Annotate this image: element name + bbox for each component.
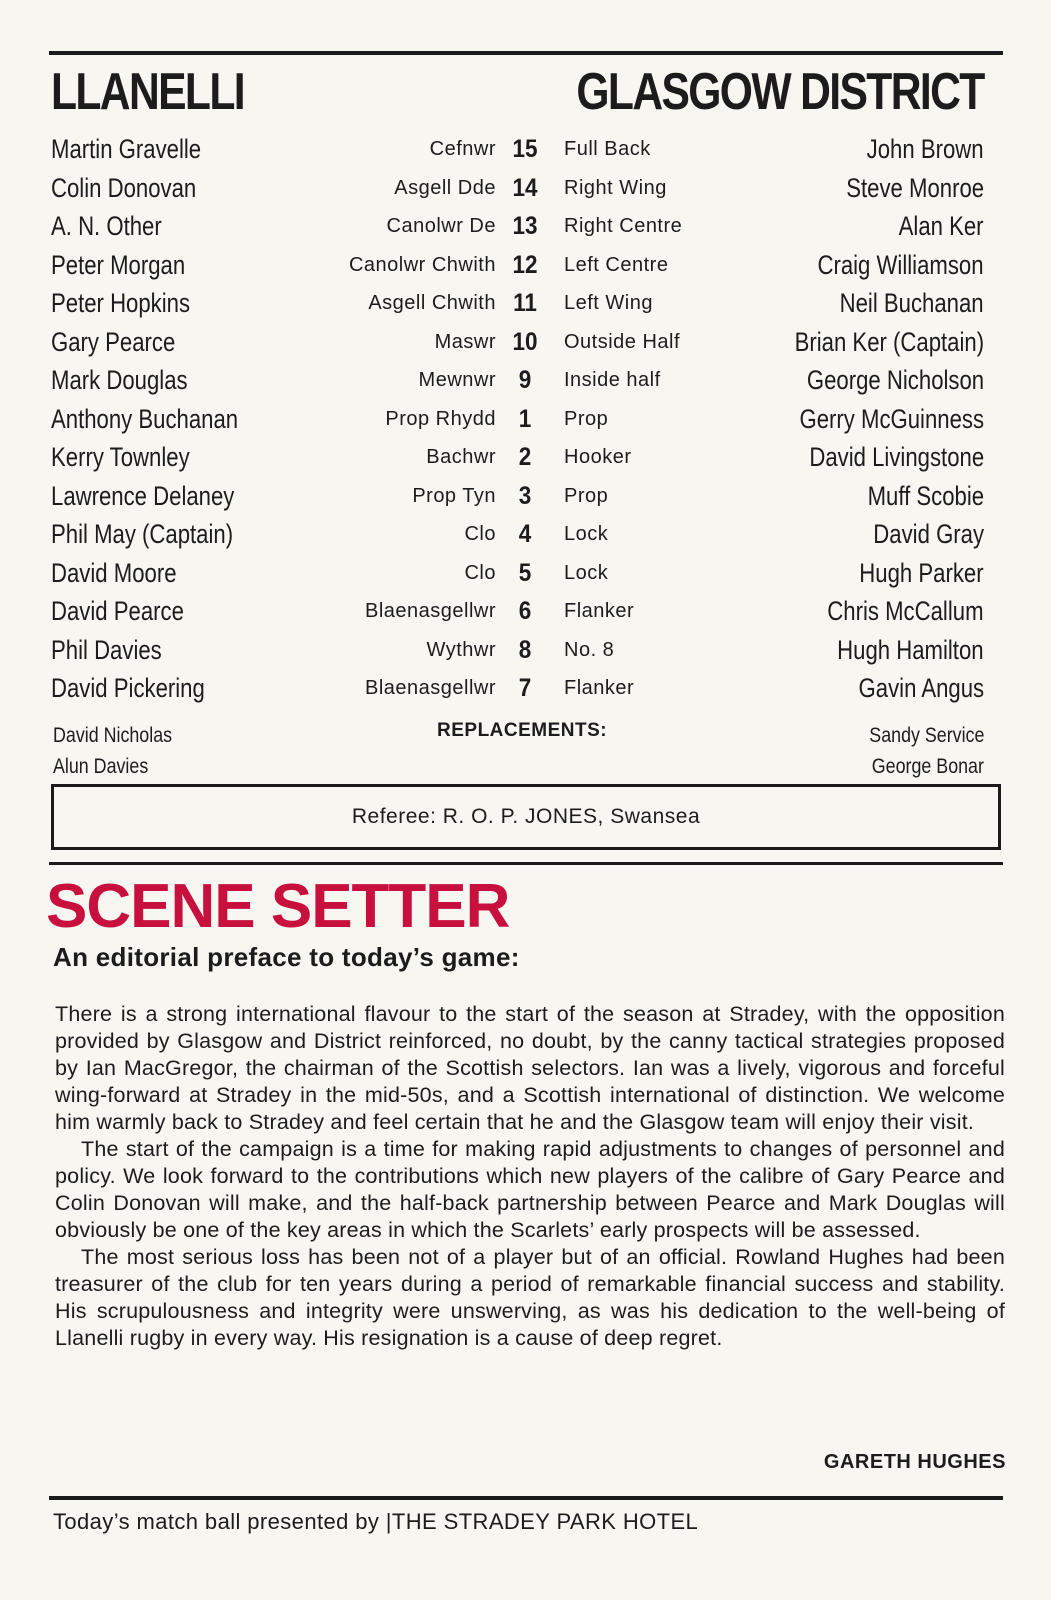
jersey-number: 6 [518,597,532,625]
home-player-name: Peter Morgan [51,249,186,280]
home-player-name: Phil Davies [51,634,162,665]
away-team-title: GLASGOW DISTRICT [576,63,984,121]
welsh-position: Bachwr [426,446,496,468]
welsh-position: Mewnwr [418,369,496,391]
lineup-row [0,438,1051,476]
home-replacement: Alun Davies [53,755,149,778]
english-position: Left Centre [564,253,669,276]
english-position: Hooker [564,446,632,468]
home-player-name: Phil May (Captain) [51,519,234,549]
top-rule [49,51,1003,55]
home-team-title: LLANELLI [51,63,244,121]
home-player-name: David Moore [51,557,177,588]
lineup-row [0,515,1051,553]
editorial-paragraph: There is a strong international flavour to the start of the season at Stradey, with the opposition provided by Glasgow and District reinforced, no doubt, by the canny tactical strategies proposed by Ian MacGregor, the chairman of the Scottish selectors. Ian was a lively, vigorous and forceful wing-forward at Stradey in the mid-50s, and a Scottish international of distinction. We welcome him warmly back to Stradey and feel certain that he and the Glasgow team will enjoy their visit. [55,1002,1005,1134]
lineup-row [0,130,1051,168]
lineup-row [0,284,1051,322]
welsh-position: Wythwr [426,638,496,661]
away-player-name: Craig Williamson [817,249,984,280]
jersey-number: 10 [512,327,538,356]
english-position: Prop [564,407,609,430]
lineup-row [0,169,1051,207]
lineup-row [0,246,1051,284]
home-player-name: Kerry Townley [51,442,190,472]
away-player-name: Neil Buchanan [839,288,984,318]
english-position: Full Back [564,138,651,160]
lineup-row [0,361,1051,399]
jersey-number: 7 [518,674,532,702]
away-player-name: Hugh Parker [859,557,984,588]
lineup-row [0,592,1051,630]
scene-setter-title: SCENE SETTER [46,872,510,941]
footer-rule [49,1496,1003,1500]
english-position: Left Wing [564,292,653,314]
welsh-position: Cefnwr [429,138,496,160]
english-position: Lock [564,561,609,584]
editorial-paragraph: The most serious loss has been not of a player but of an official. Rowland Hughes had been treasurer of the club for ten years during a period of remarkable financial success and stability. His scrupulousness and integrity were unswerving, as was his dedication to the well-being of Llanelli rugby in every way. His resignation is a cause of deep regret. [55,1245,1005,1350]
lineup-row [0,400,1051,438]
jersey-number: 14 [512,173,538,202]
english-position: Right Centre [564,215,683,237]
welsh-position: Asgell Chwith [368,292,496,314]
english-position: Inside half [564,369,661,391]
lineup-row [0,554,1051,592]
english-position: Flanker [564,600,635,622]
jersey-number: 1 [518,404,532,433]
english-position: Outside Half [564,330,681,353]
away-replacement: Sandy Service [868,724,984,747]
english-position: Lock [564,523,609,545]
english-position: Flanker [564,677,635,699]
away-player-name: Brian Ker (Captain) [794,326,984,357]
jersey-number: 3 [518,481,532,510]
away-player-name: Alan Ker [899,211,984,241]
home-player-name: Colin Donovan [51,172,197,203]
jersey-number: 11 [513,289,537,317]
welsh-position: Blaenasgellwr [364,677,496,699]
away-player-name: George Nicholson [806,365,984,395]
jersey-number: 13 [512,212,538,240]
home-player-name: Peter Hopkins [51,288,191,318]
away-player-name: Steve Monroe [846,172,984,203]
scene-setter-subtitle: An editorial preface to today’s game: [53,942,520,972]
english-position: No. 8 [564,638,615,661]
away-replacement: George Bonar [871,755,984,778]
welsh-position: Clo [464,523,496,545]
referee-underline-rule [49,862,1003,865]
away-player-name: Chris McCallum [827,596,984,626]
away-player-name: Gavin Angus [858,673,984,703]
jersey-number: 2 [518,443,532,471]
home-player-name: Martin Gravelle [51,134,202,164]
home-player-name: Anthony Buchanan [51,403,239,434]
editorial-body [55,1001,1005,1352]
welsh-position: Asgell Dde [394,176,496,199]
home-replacement: David Nicholas [53,724,173,747]
jersey-number: 8 [518,635,532,664]
away-player-name: David Livingstone [809,442,984,472]
match-ball-sponsor: Today’s match ball presented by |THE STRADEY PARK HOTEL [53,1509,699,1534]
welsh-position: Canolwr De [386,215,496,237]
home-player-name: Gary Pearce [51,326,176,357]
lineup-row [0,323,1051,361]
lineup-row [0,477,1051,515]
referee-box [51,784,1001,850]
welsh-position: Clo [464,561,496,584]
home-player-name: David Pickering [51,673,205,703]
english-position: Right Wing [564,176,667,199]
jersey-number: 15 [512,135,538,163]
welsh-position: Canolwr Chwith [348,253,496,276]
away-player-name: David Gray [873,519,984,549]
home-player-name: Lawrence Delaney [51,480,235,511]
editorial-paragraph: The start of the campaign is a time for making rapid adjustments to changes of personnel and policy. We look forward to the contributions which new players of the calibre of Gary Pearce and Colin Donovan will make, and the half-back partnership between Pearce and Mark Douglas will obviously be one of the key areas in which the Scarlets’ early prospects will be assessed. [55,1137,1005,1242]
welsh-position: Maswr [434,330,496,353]
lineup-row [0,631,1051,669]
home-player-name: David Pearce [51,596,184,626]
welsh-position: Prop Tyn [412,484,496,507]
jersey-number: 5 [518,558,532,587]
jersey-number: 12 [512,250,538,279]
referee-text: Referee: R. O. P. JONES, Swansea [351,805,701,828]
away-player-name: Muff Scobie [867,480,984,511]
welsh-position: Blaenasgellwr [364,600,496,622]
jersey-number: 4 [518,520,532,548]
english-position: Prop [564,484,609,507]
editorial-author: GARETH HUGHES [823,1451,1006,1473]
home-player-name: A. N. Other [51,211,162,241]
away-player-name: Hugh Hamilton [837,634,984,665]
lineup-row [0,207,1051,245]
welsh-position: Prop Rhydd [385,407,496,430]
away-player-name: Gerry McGuinness [799,403,984,434]
replacements-label: REPLACEMENTS: [437,720,608,741]
lineup-row [0,669,1051,707]
jersey-number: 9 [518,366,532,394]
away-player-name: John Brown [867,134,984,164]
home-player-name: Mark Douglas [51,365,188,395]
